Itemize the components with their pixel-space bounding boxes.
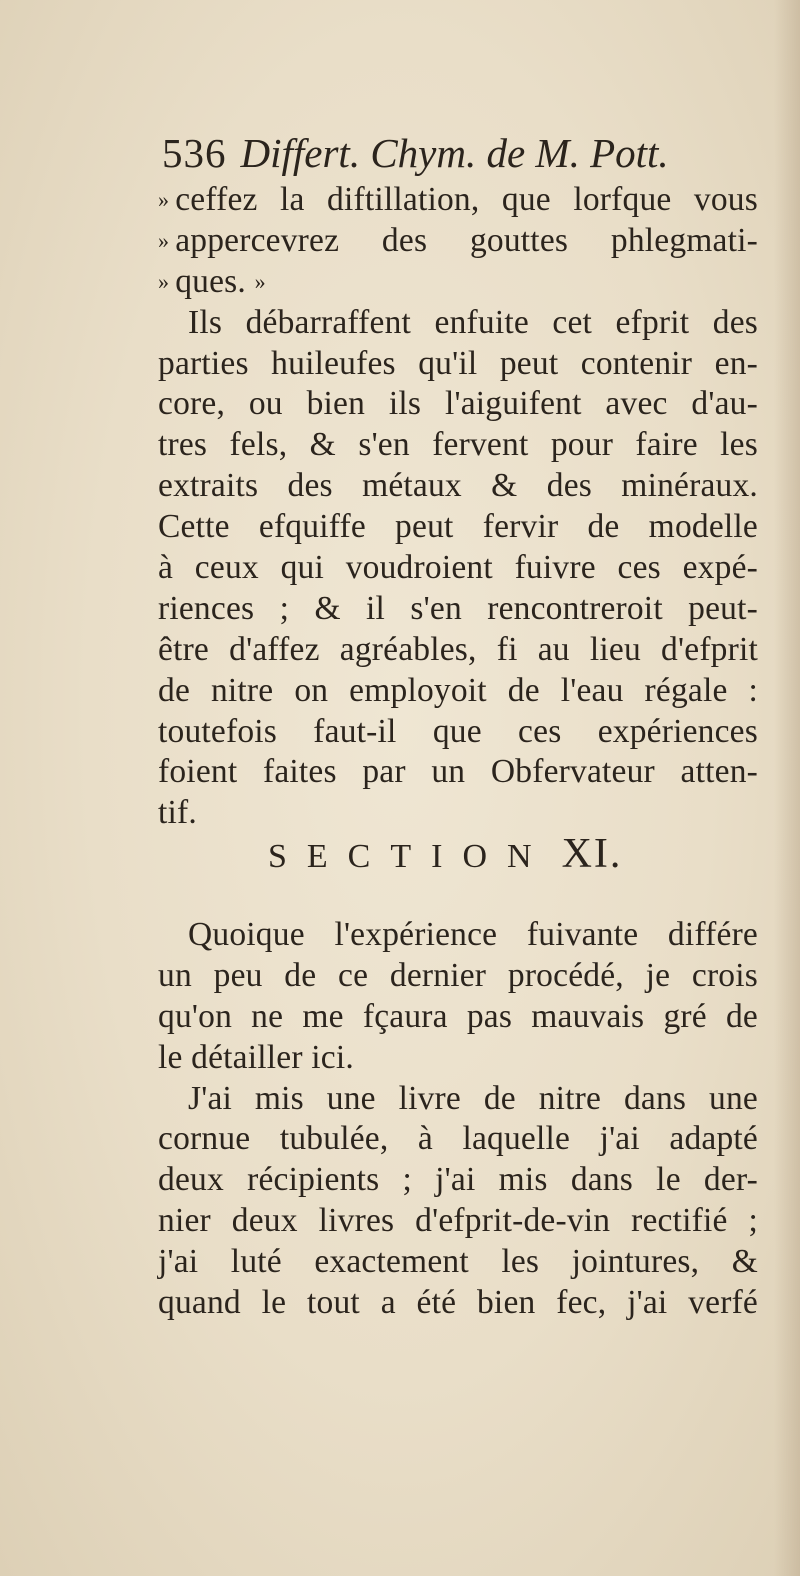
line-text: Cette efquiffe peut fervir de modelle — [158, 508, 758, 546]
line-text: de nitre on employoit de l'eau régale : — [158, 671, 758, 709]
page-header — [162, 128, 722, 178]
text-line — [158, 466, 758, 507]
quote-mark: » — [158, 227, 170, 253]
line-text: être d'affez agréables, fi au lieu d'efprit — [158, 630, 758, 668]
line-text: extraits des métaux & des minéraux. — [158, 467, 758, 505]
text-line — [158, 507, 758, 548]
line-text: tres fels, & s'en fervent pour faire les — [158, 426, 758, 464]
line-text: appercevrez des gouttes phlegmati- — [175, 221, 758, 259]
text-line — [158, 221, 758, 262]
line-text: deux récipients ; j'ai mis dans le der- — [158, 1161, 758, 1199]
section-heading — [268, 832, 622, 876]
text-line — [158, 793, 758, 834]
text-line — [158, 303, 758, 344]
text-line — [158, 548, 758, 589]
text-line — [158, 712, 758, 753]
line-text: à ceux qui voudroient fuivre ces expé- — [158, 549, 758, 587]
text-line — [158, 1119, 758, 1160]
text-line — [158, 262, 758, 303]
line-text: core, ou bien ils l'aiguifent avec d'au- — [158, 385, 758, 423]
line-text: riences ; & il s'en rencontreroit peut- — [158, 589, 758, 627]
line-text: toutefois faut-il que ces expériences — [158, 712, 758, 750]
line-text: J'ai mis une livre de nitre dans une — [188, 1079, 758, 1117]
line-text: le détailler ici. — [158, 1038, 354, 1076]
text-line — [158, 1079, 758, 1120]
text-line — [158, 589, 758, 630]
line-text: nier deux livres d'efprit-de-vin rectifié ; — [158, 1202, 758, 1240]
text-line — [158, 1038, 758, 1079]
text-line — [158, 630, 758, 671]
text-line — [158, 956, 758, 997]
section-label: SECTION — [268, 838, 552, 875]
line-text: parties huileufes qu'il peut contenir en- — [158, 344, 758, 382]
line-text: cornue tubulée, à laquelle j'ai adapté — [158, 1120, 758, 1158]
section-numeral: XI. — [561, 831, 623, 877]
text-line — [158, 425, 758, 466]
line-text: ceffez la diftillation, que lorfque vous — [175, 181, 758, 218]
line-text: un peu de ce dernier procédé, je crois — [158, 956, 758, 994]
text-line — [158, 1283, 758, 1324]
line-text: ques. — [175, 262, 246, 300]
quote-mark: » — [158, 187, 170, 212]
text-line — [158, 671, 758, 712]
line-text: quand le tout a été bien fec, j'ai verfé — [158, 1284, 758, 1322]
text-line — [158, 344, 758, 385]
text-line — [158, 1242, 758, 1283]
text-line — [158, 180, 758, 221]
text-line — [158, 997, 758, 1038]
page-number: 536 — [162, 130, 227, 176]
line-text: Ils débarraffent enfuite cet efprit des — [188, 303, 758, 341]
quote-mark: » — [158, 268, 170, 294]
line-text: j'ai luté exactement les jointures, & — [158, 1243, 758, 1281]
text-line — [158, 752, 758, 793]
closing-quote-mark: » — [254, 268, 266, 294]
text-line — [158, 915, 758, 956]
line-text: foient faites par un Obfervateur atten- — [158, 753, 758, 791]
text-line — [158, 1201, 758, 1242]
line-text: tif. — [158, 794, 197, 832]
line-text: qu'on ne me fçaura pas mauvais gré de — [158, 997, 758, 1035]
text-block-after-section — [158, 915, 758, 1324]
text-block-before-section — [158, 180, 758, 834]
line-text: Quoique l'expérience fuivante différe — [188, 916, 758, 953]
text-line — [158, 1160, 758, 1201]
running-title: Differt. Chym. de M. Pott. — [240, 130, 669, 176]
text-line — [158, 384, 758, 425]
